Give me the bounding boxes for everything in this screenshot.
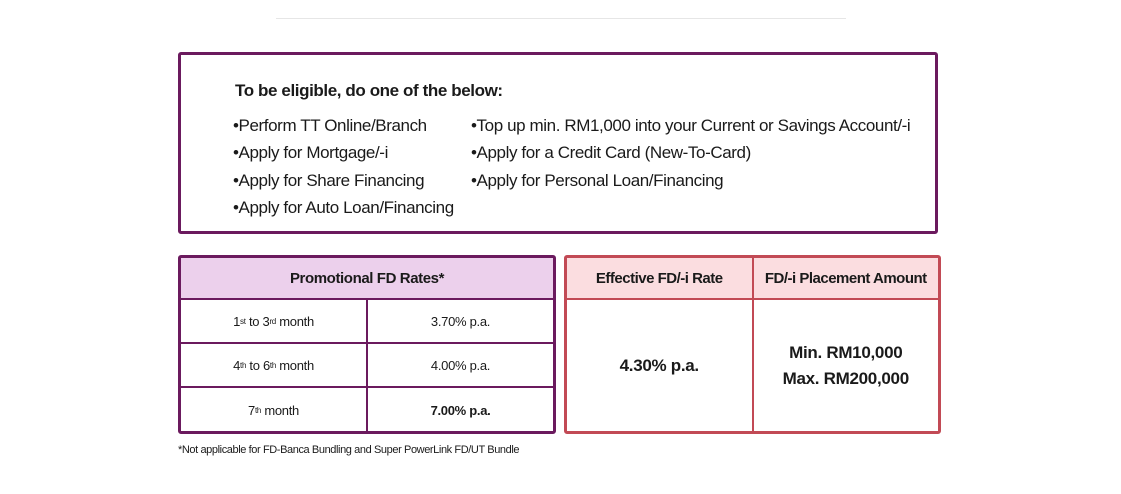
effective-header-row: [567, 258, 938, 300]
rate-cell: 3.70% p.a.: [430, 313, 491, 329]
period-cell: [181, 388, 368, 433]
effective-rate-table: [564, 255, 941, 434]
period-unit: month: [275, 357, 314, 373]
effective-rate-value: 4.30% p.a.: [567, 300, 754, 431]
eligibility-item: •Apply for Share Financing: [233, 170, 425, 190]
eligibility-item: •Apply for a Credit Card (New-To-Card): [471, 143, 751, 163]
eligibility-item: •Apply for Auto Loan/Financing: [233, 197, 454, 217]
period-end: to 6: [246, 357, 270, 373]
promotional-rates-header: Promotional FD Rates*: [181, 258, 553, 300]
footnote: *Not applicable for FD-Banca Bundling and Super PowerLink FD/UT Bundle: [178, 444, 520, 456]
eligibility-list-right: [471, 112, 910, 194]
ordinal-suffix: st: [240, 316, 246, 326]
period-cell: [181, 300, 368, 342]
top-divider: [276, 18, 846, 19]
effective-body-row: [567, 300, 938, 431]
period-start: 4: [233, 357, 241, 373]
table-row: [181, 388, 553, 433]
eligibility-item: •Apply for Personal Loan/Financing: [471, 170, 724, 190]
ordinal-suffix: th: [269, 360, 276, 370]
rate-cell: 7.00% p.a.: [430, 403, 491, 418]
eligibility-item: •Perform TT Online/Branch: [233, 116, 427, 135]
period-start: 1: [233, 313, 241, 329]
period-end: to 3: [245, 313, 270, 329]
effective-rate-header: Effective FD/-i Rate: [567, 258, 754, 298]
ordinal-suffix: th: [240, 360, 247, 370]
eligibility-list-left: [233, 112, 454, 221]
ordinal-suffix: rd: [269, 316, 276, 326]
placement-min: Min. RM10,000: [789, 342, 903, 362]
period-cell: [181, 344, 368, 386]
period-start: 7: [248, 403, 255, 418]
placement-amount-cell: [754, 300, 939, 431]
placement-max: Max. RM200,000: [782, 368, 909, 388]
promotional-rates-table: [178, 255, 556, 434]
table-row: [181, 300, 553, 344]
period-unit: month: [275, 313, 314, 329]
rate-cell: 4.00% p.a.: [430, 357, 491, 373]
eligibility-box: [178, 52, 938, 234]
eligibility-title: To be eligible, do one of the below:: [235, 81, 503, 100]
table-row: [181, 344, 553, 388]
ordinal-suffix: th: [254, 406, 262, 415]
placement-amount-header: FD/-i Placement Amount: [764, 269, 927, 287]
period-unit: month: [261, 403, 299, 418]
eligibility-item: •Apply for Mortgage/-i: [233, 143, 388, 163]
eligibility-item: •Top up min. RM1,000 into your Current or Savings Account/-i: [471, 116, 911, 135]
